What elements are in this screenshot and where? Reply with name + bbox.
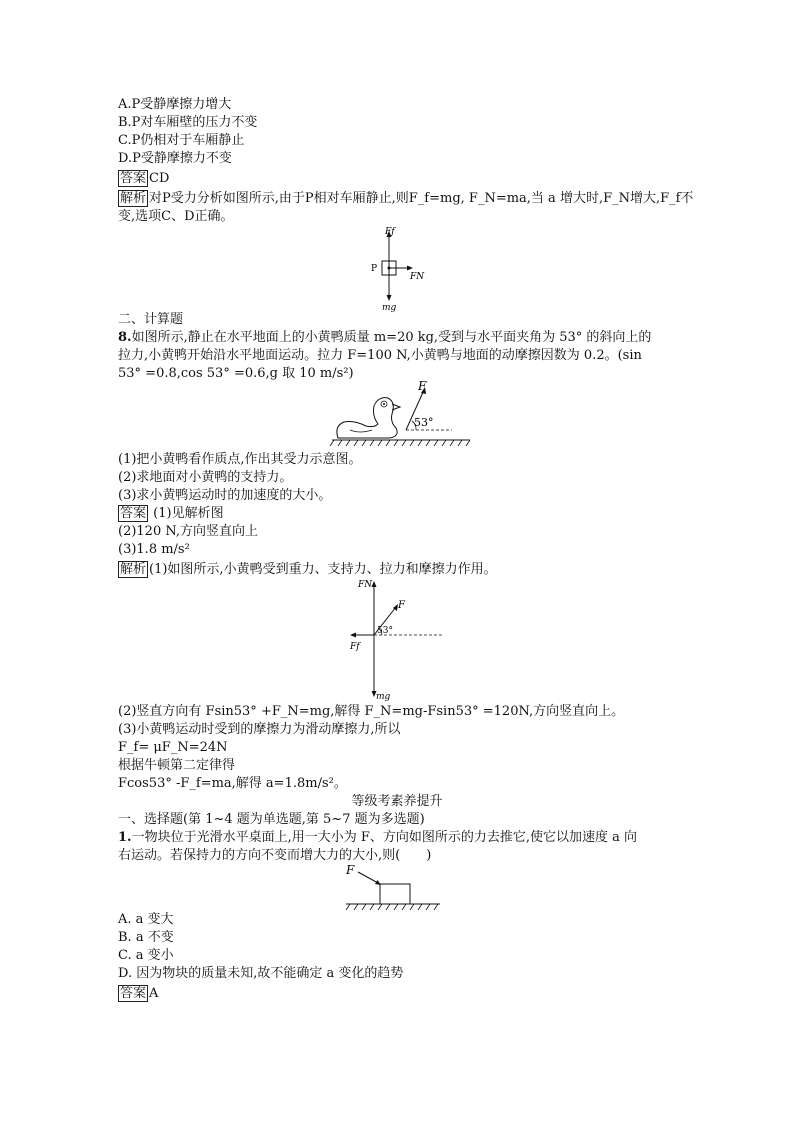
label-angle: 53° <box>414 416 434 429</box>
option-d: D.P受静摩擦力不变 <box>118 151 232 166</box>
q1-option-d: D. 因为物块的质量未知,故不能确定 a 变化的趋势 <box>118 966 404 981</box>
label-angle: 53° <box>377 626 393 636</box>
label-fn: FN <box>358 580 373 590</box>
label-ff: Ff <box>350 642 360 652</box>
q8-analysis-2: (2)竖直方向有 Fsin53° +F_N=mg,解得 F_N=mg-Fsin53° =120N,方向竖直向上。 <box>118 704 625 719</box>
label-f: F <box>398 600 405 611</box>
q8-answer-text-1: (1)见解析图 <box>149 506 224 521</box>
answer-tag: 答案 <box>120 171 147 186</box>
analysis-tag: 解析 <box>120 562 147 577</box>
q8-number: 8. <box>118 330 132 345</box>
q8-line-3: 53° =0.8,cos 53° =0.6,g 取 10 m/s²) <box>118 366 354 381</box>
q1-option-c: C. a 变小 <box>118 948 174 963</box>
q8-answer-2: (2)120 N,方向竖直向上 <box>118 524 259 539</box>
answer-tag: 答案 <box>120 506 147 521</box>
section-choice-title: 一、选择题(第 1~4 题为单选题,第 5~7 题为多选题) <box>118 812 425 827</box>
label-f: F <box>418 379 427 393</box>
label-mg: mg <box>382 303 397 313</box>
duck-figure <box>320 380 480 450</box>
option-c: C.P仍相对于车厢静止 <box>118 133 245 148</box>
q8-answer-1 <box>118 505 224 523</box>
q8-analysis-4: F_f= μF_N=24N <box>118 740 228 755</box>
q8-sub-1: (1)把小黄鸭看作质点,作出其受力示意图。 <box>118 452 362 467</box>
label-f: F <box>346 863 355 877</box>
label-p: P <box>371 264 378 274</box>
analysis-line-2: 变,选项C、D正确。 <box>118 209 234 224</box>
q8-sub-3: (3)求小黄鸭运动时的加速度的大小。 <box>118 488 332 503</box>
label-mg: mg <box>376 692 391 702</box>
q8-analysis-3: (3)小黄鸭运动时受到的摩擦力为滑动摩擦力,所以 <box>118 722 401 737</box>
label-fn: FN <box>410 272 425 282</box>
q8-text-1: 如图所示,静止在水平地面上的小黄鸭质量 m=20 kg,受到与水平面夹角为 53° 的斜向上的 <box>131 330 652 345</box>
q1-number: 1. <box>118 830 132 845</box>
q1-text-1: 一物块位于光滑水平桌面上,用一大小为 F、方向如图所示的力去推它,使它以加速度 a 向 <box>131 830 638 845</box>
answer-line <box>118 170 169 188</box>
q8-line-2: 拉力,小黄鸭开始沿水平地面运动。拉力 F=100 N,小黄鸭与地面的动摩擦因数为 0.2。(sin <box>118 348 642 363</box>
section-level-title: 等级考素养提升 <box>351 794 443 809</box>
answer-tag: 答案 <box>120 986 147 1001</box>
q1-line-1 <box>118 829 637 847</box>
answer-value: CD <box>149 171 170 186</box>
q1-line-2: 右运动。若保持力的方向不变而增大力的大小,则( ) <box>118 848 432 863</box>
q1-option-b: B. a 不变 <box>118 930 174 945</box>
analysis-tag: 解析 <box>120 191 147 206</box>
analysis-line <box>118 190 693 208</box>
q1-answer <box>118 985 158 1003</box>
label-ff: Ff <box>385 227 395 237</box>
analysis-text: 对P受力分析如图所示,由于P相对车厢静止,则 <box>149 191 409 206</box>
section-calc-title: 二、计算题 <box>118 312 184 327</box>
q8-sub-2: (2)求地面对小黄鸭的支持力。 <box>118 470 293 485</box>
option-b: B.P对车厢壁的压力不变 <box>118 115 258 130</box>
block-figure <box>340 862 450 912</box>
force-diagram-p <box>360 226 430 313</box>
q8-analysis-text-1: (1)如图所示,小黄鸭受到重力、支持力、拉力和摩擦力作用。 <box>149 562 497 577</box>
q1-answer-value: A <box>149 986 159 1001</box>
q8-analysis-6: Fcos53° -F_f=ma,解得 a=1.8m/s²。 <box>118 776 347 791</box>
q8-answer-3: (3)1.8 m/s² <box>118 542 190 557</box>
analysis-text-2: ,当 a 增大时,F_N增大,F_f不 <box>526 191 694 206</box>
q8-analysis-5: 根据牛顿第二定律得 <box>118 758 236 773</box>
q8-line-1 <box>118 329 651 347</box>
q1-option-a: A. a 变大 <box>118 912 174 927</box>
duck-force-diagram <box>340 575 450 703</box>
analysis-eq: F_f=mg, F_N=ma <box>408 191 527 206</box>
option-a: A.P受静摩擦力增大 <box>118 97 232 112</box>
